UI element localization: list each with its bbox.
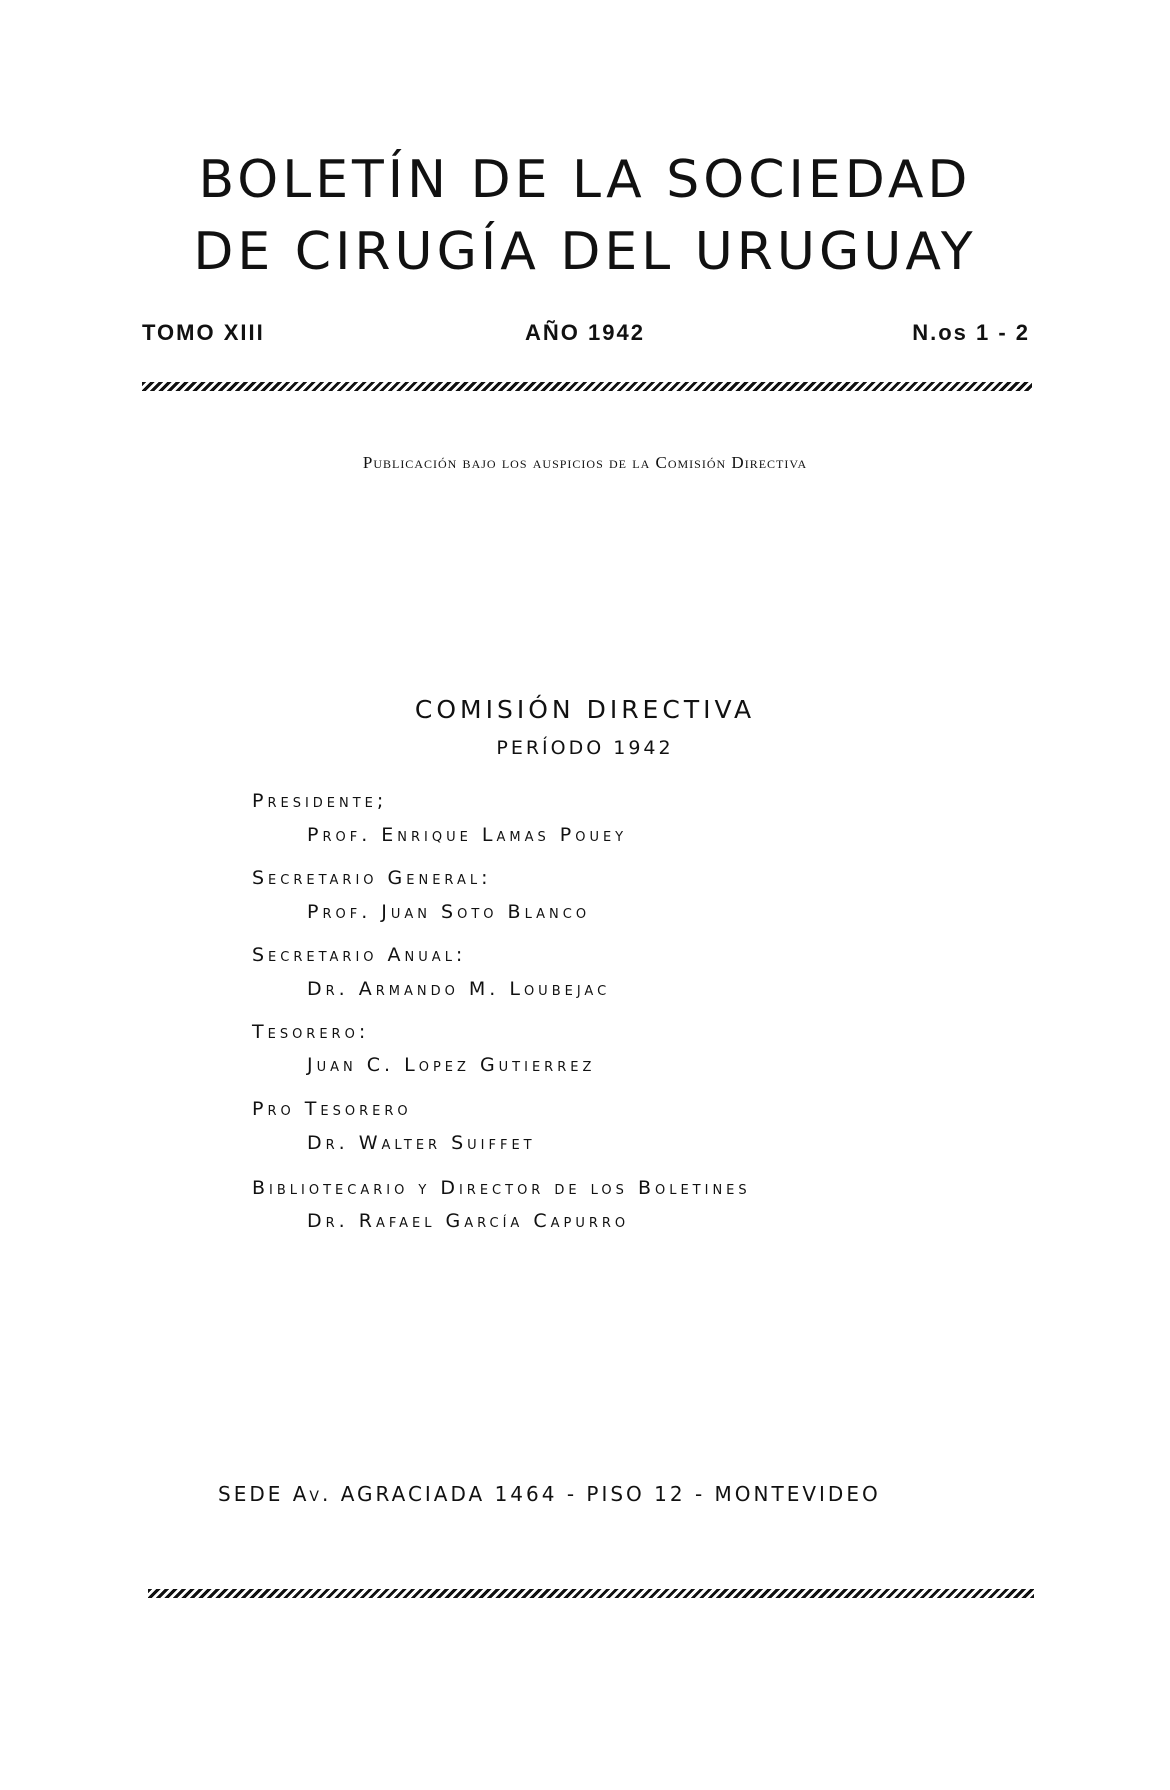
role-general-secretary: Secretario General:	[252, 867, 492, 889]
journal-title-line-2: DE CIRUGÍA DEL URUGUAY	[193, 222, 977, 282]
committee-period: PERÍODO 1942	[496, 737, 674, 759]
member-president: Prof. Enrique Lamas Pouey	[307, 824, 628, 846]
decorative-rule-top	[142, 382, 1032, 391]
role-pro-treasurer: Pro Tesorero	[252, 1098, 412, 1120]
member-annual-secretary: Dr. Armando M. Loubejac	[307, 978, 611, 1000]
committee-heading: COMISIÓN DIRECTIVA	[414, 695, 756, 724]
year-label: AÑO 1942	[525, 320, 645, 345]
publication-note: Publicación bajo los auspicios de la Comisión Directiva	[362, 453, 808, 472]
member-pro-treasurer: Dr. Walter Suiffet	[307, 1132, 536, 1154]
role-treasurer: Tesorero:	[252, 1021, 370, 1043]
member-librarian-director: Dr. Rafael García Capurro	[307, 1210, 630, 1232]
role-annual-secretary: Secretario Anual:	[252, 944, 467, 966]
issue-numbers-label: N.os 1 - 2	[912, 320, 1030, 345]
decorative-rule-bottom	[148, 1589, 1034, 1598]
journal-title-line-1: BOLETÍN DE LA SOCIEDAD	[198, 150, 972, 210]
member-general-secretary: Prof. Juan Soto Blanco	[307, 901, 591, 923]
role-librarian-director: Bibliotecario y Director de los Boletines	[252, 1177, 751, 1199]
role-president: Presidente;	[252, 790, 388, 812]
member-treasurer: Juan C. Lopez Gutierrez	[307, 1054, 596, 1076]
volume-label: TOMO XIII	[142, 320, 265, 345]
headquarters-address: SEDE Av. AGRACIADA 1464 - PISO 12 - MONTEVIDEO	[218, 1482, 881, 1506]
